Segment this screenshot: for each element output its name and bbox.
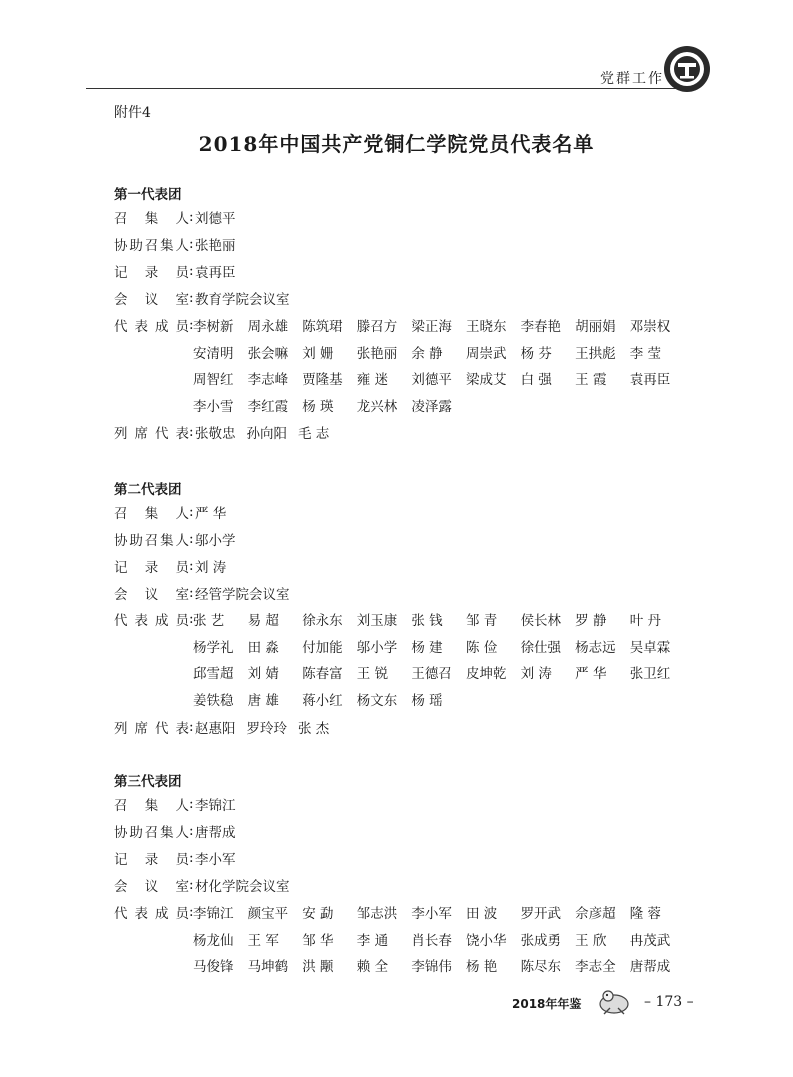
colon: : <box>189 850 194 866</box>
person-name: 陈尽东 <box>520 959 562 976</box>
room-value: 经管学院会议室 <box>195 587 290 603</box>
person-name: 梁成艾 <box>465 372 507 389</box>
person-name: 王晓东 <box>465 319 507 336</box>
attendees-label: 列席代表 <box>114 426 189 442</box>
person-name: 张敬忠 <box>195 426 236 442</box>
person-name: 周智红 <box>193 372 234 389</box>
room-label: 会议室 <box>114 879 189 895</box>
colon: : <box>189 558 194 574</box>
co-convener-value: 邬小学 <box>195 533 236 549</box>
person-name: 罗开武 <box>520 906 562 923</box>
person-name: 姜铁稳 <box>193 692 234 709</box>
person-name: 李锦伟 <box>411 959 452 976</box>
members-row <box>114 609 195 629</box>
person-name: 张 杰 <box>298 721 330 737</box>
attendees-list <box>195 717 329 737</box>
colon: : <box>189 290 194 306</box>
person-name: 罗 静 <box>575 613 607 630</box>
appendix-label: 附件4 <box>114 105 151 121</box>
person-name: 梁正海 <box>411 319 452 336</box>
person-name: 邓崇权 <box>629 319 671 336</box>
room-value: 材化学院会议室 <box>195 879 290 895</box>
room-value: 教育学院会议室 <box>195 292 290 308</box>
recorder-row <box>114 848 236 868</box>
members-grid <box>193 899 684 979</box>
colon: : <box>189 611 194 627</box>
recorder-label: 记录员 <box>114 852 189 868</box>
members-grid <box>193 312 684 418</box>
person-name: 李 通 <box>356 932 389 949</box>
recorder-row <box>114 556 226 576</box>
person-name: 邹 华 <box>302 932 334 949</box>
person-name: 叶 丹 <box>629 613 662 630</box>
attendees-list <box>195 422 329 442</box>
recorder-row <box>114 261 236 281</box>
members-label: 代表成员 <box>114 613 189 629</box>
person-name: 李小雪 <box>193 398 234 415</box>
members-label: 代表成员 <box>114 906 189 922</box>
colon: : <box>189 209 194 225</box>
co-convener-value: 张艳丽 <box>195 238 236 254</box>
person-name: 付加能 <box>302 639 343 656</box>
person-name: 田 波 <box>465 906 498 923</box>
person-name: 陈 俭 <box>465 639 498 656</box>
person-name: 颜宝平 <box>247 906 289 923</box>
person-name: 凌泽露 <box>411 398 452 415</box>
co-convener-row <box>114 821 236 841</box>
person-name: 龙兴林 <box>356 398 398 415</box>
members-label: 代表成员 <box>114 319 189 335</box>
header-rule <box>86 88 686 89</box>
person-name: 胡丽娟 <box>575 319 616 336</box>
person-name: 马俊锋 <box>193 959 234 976</box>
delegation-heading: 第一代表团 <box>114 187 182 203</box>
person-name: 李 莹 <box>629 345 662 362</box>
person-name: 蒋小红 <box>302 692 343 709</box>
person-name: 袁再臣 <box>629 372 671 389</box>
recorder-value: 李小军 <box>195 852 236 868</box>
person-name: 刘 姗 <box>302 345 334 362</box>
person-name: 雍 迷 <box>356 372 389 389</box>
person-name: 赖 全 <box>356 959 389 976</box>
person-name: 刘玉康 <box>356 613 398 630</box>
person-name: 赵惠阳 <box>195 721 236 737</box>
delegation-heading: 第三代表团 <box>114 774 182 790</box>
person-name: 张 艺 <box>193 613 225 630</box>
person-name: 肖长春 <box>411 932 452 949</box>
mascot-icon <box>594 984 634 1016</box>
person-name: 毛 志 <box>298 426 330 442</box>
person-name: 滕召方 <box>356 319 398 336</box>
person-name: 张成勇 <box>520 932 562 949</box>
convener-value: 严 华 <box>195 506 227 522</box>
colon: : <box>189 263 194 279</box>
person-name: 邹 青 <box>465 613 498 630</box>
co-convener-value: 唐帮成 <box>195 825 236 841</box>
person-name: 唐帮成 <box>629 959 671 976</box>
convener-label: 召集人 <box>114 211 189 227</box>
colon: : <box>189 531 194 547</box>
person-name: 周永雄 <box>247 319 289 336</box>
room-row <box>114 288 290 308</box>
person-name: 刘 涛 <box>520 666 552 683</box>
university-seal-icon <box>662 44 712 94</box>
person-name: 杨文东 <box>356 692 398 709</box>
person-name: 李志全 <box>575 959 616 976</box>
person-name: 邬小学 <box>356 639 398 656</box>
person-name: 邹志洪 <box>356 906 398 923</box>
person-name: 王 欣 <box>575 932 607 949</box>
section-label: 党群工作 <box>600 71 664 87</box>
person-name: 邱雪超 <box>193 666 234 683</box>
attendees-row <box>114 422 329 442</box>
person-name: 李志峰 <box>247 372 289 389</box>
co-convener-row <box>114 529 236 549</box>
person-name: 马坤鹤 <box>247 959 289 976</box>
person-name: 李树新 <box>193 319 234 336</box>
recorder-label: 记录员 <box>114 265 189 281</box>
person-name: 刘 婧 <box>247 666 279 683</box>
recorder-value: 刘 涛 <box>195 560 227 576</box>
recorder-value: 袁再臣 <box>195 265 236 281</box>
person-name: 杨 瑛 <box>302 398 334 415</box>
room-label: 会议室 <box>114 587 189 603</box>
person-name: 杨志远 <box>575 639 616 656</box>
convener-label: 召集人 <box>114 798 189 814</box>
recorder-label: 记录员 <box>114 560 189 576</box>
person-name: 王拱彪 <box>575 345 616 362</box>
room-label: 会议室 <box>114 292 189 308</box>
person-name: 杨 瑶 <box>411 692 443 709</box>
person-name: 陈筑珺 <box>302 319 343 336</box>
person-name: 李锦江 <box>193 906 234 923</box>
person-name: 饶小华 <box>465 932 507 949</box>
person-name: 陈春富 <box>302 666 343 683</box>
person-name: 严 华 <box>575 666 607 683</box>
colon: : <box>189 424 194 440</box>
convener-row <box>114 502 226 522</box>
person-name: 刘德平 <box>411 372 452 389</box>
colon: : <box>189 796 194 812</box>
person-name: 张会嘛 <box>247 345 289 362</box>
colon: : <box>189 317 194 333</box>
convener-value: 刘德平 <box>195 211 236 227</box>
colon: : <box>189 904 194 920</box>
person-name: 贾隆基 <box>302 372 343 389</box>
person-name: 王 霞 <box>575 372 607 389</box>
co-convener-label: 协助召集人 <box>114 533 189 549</box>
person-name: 安 勐 <box>302 906 334 923</box>
person-name: 张卫红 <box>629 666 671 683</box>
person-name: 吴卓霖 <box>629 639 671 656</box>
page-title: 2018年中国共产党铜仁学院党员代表名单 <box>198 132 595 156</box>
person-name: 易 超 <box>247 613 279 630</box>
person-name: 李春艳 <box>520 319 562 336</box>
person-name: 杨学礼 <box>193 639 234 656</box>
convener-row <box>114 794 236 814</box>
person-name: 李红霞 <box>247 398 289 415</box>
person-name: 唐 雄 <box>247 692 279 709</box>
person-name: 王 军 <box>247 932 279 949</box>
person-name: 张艳丽 <box>356 345 398 362</box>
room-row <box>114 583 290 603</box>
person-name: 张 钱 <box>411 613 443 630</box>
person-name: 杨 芬 <box>520 345 552 362</box>
person-name: 王德召 <box>411 666 452 683</box>
members-row <box>114 902 195 922</box>
attendees-label: 列席代表 <box>114 721 189 737</box>
convener-value: 李锦江 <box>195 798 236 814</box>
colon: : <box>189 236 194 252</box>
person-name: 孙向阳 <box>246 426 287 442</box>
colon: : <box>189 823 194 839</box>
co-convener-label: 协助召集人 <box>114 238 189 254</box>
co-convener-label: 协助召集人 <box>114 825 189 841</box>
colon: : <box>189 504 194 520</box>
person-name: 李小军 <box>411 906 452 923</box>
person-name: 徐永东 <box>302 613 343 630</box>
members-grid <box>193 606 684 712</box>
person-name: 侯长林 <box>520 613 562 630</box>
person-name: 佘彦超 <box>575 906 616 923</box>
convener-row <box>114 207 236 227</box>
person-name: 周崇武 <box>465 345 507 362</box>
room-row <box>114 875 290 895</box>
colon: : <box>189 719 194 735</box>
page-number: – 173 – <box>644 994 694 1010</box>
person-name: 田 淼 <box>247 639 279 656</box>
person-name: 白 强 <box>520 372 552 389</box>
members-row <box>114 315 195 335</box>
person-name: 杨 建 <box>411 639 443 656</box>
person-name: 杨龙仙 <box>193 932 234 949</box>
colon: : <box>189 585 194 601</box>
person-name: 余 静 <box>411 345 443 362</box>
person-name: 罗玲玲 <box>246 721 287 737</box>
person-name: 隆 蓉 <box>629 906 662 923</box>
person-name: 冉茂武 <box>629 932 671 949</box>
person-name: 徐仕强 <box>520 639 562 656</box>
attendees-row <box>114 717 329 737</box>
person-name: 洪 颙 <box>302 959 334 976</box>
delegation-heading: 第二代表团 <box>114 482 182 498</box>
yearbook-label: 2018年年鉴 <box>512 997 582 1011</box>
convener-label: 召集人 <box>114 506 189 522</box>
person-name: 王 锐 <box>356 666 389 683</box>
colon: : <box>189 877 194 893</box>
co-convener-row <box>114 234 236 254</box>
person-name: 安清明 <box>193 345 234 362</box>
person-name: 杨 艳 <box>465 959 498 976</box>
person-name: 皮坤乾 <box>465 666 507 683</box>
